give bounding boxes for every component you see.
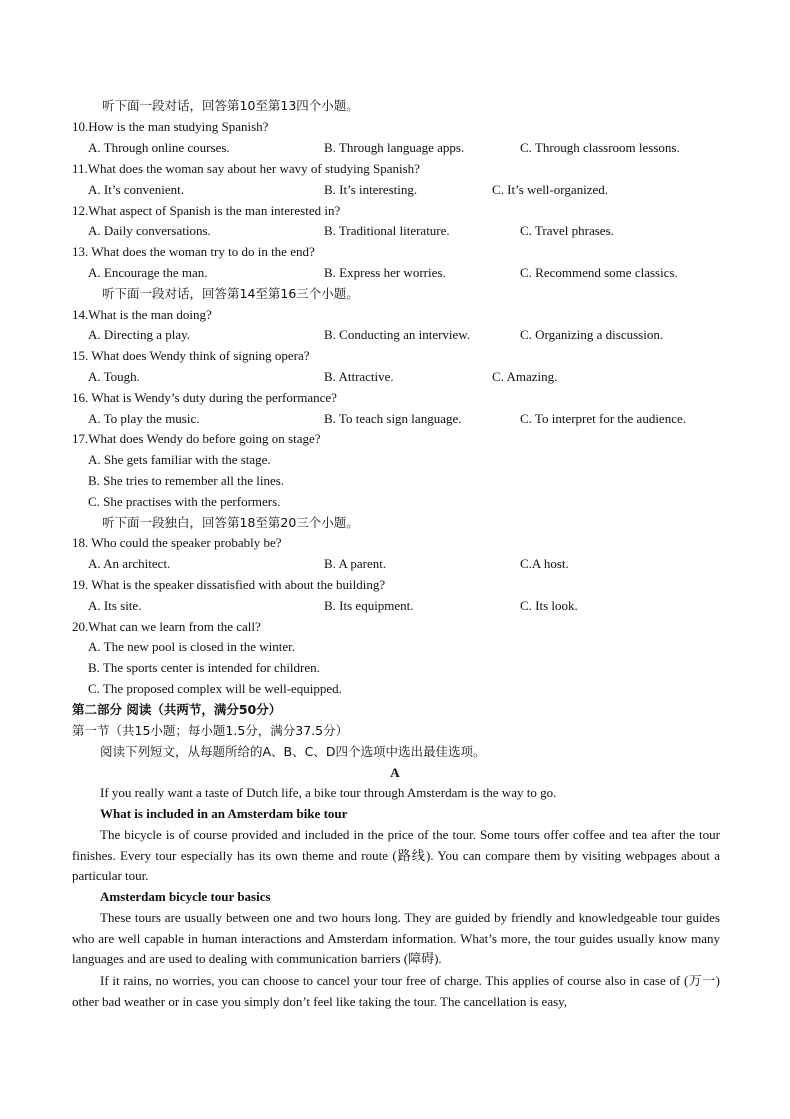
- paragraph-1: If you really want a taste of Dutch life, a bike tour through Amsterdam is the way to go.: [100, 785, 557, 800]
- question-19: 19. What is the speaker dissatisfied with about the building?: [72, 577, 386, 592]
- heading-basics: Amsterdam bicycle tour basics: [100, 889, 271, 904]
- paragraph-2: The bicycle is of course provided and included in the price of the tour. Some tours offer coffee and tea after the tour finishes. Every tour especially has its own theme and route (路线). You can compare them by visiting webpages about a particular tour.: [72, 827, 720, 884]
- option-a: A. An architect.: [88, 556, 171, 571]
- option-a: A. She gets familiar with the stage.: [88, 452, 271, 467]
- question-15: 15. What does Wendy think of signing opera?: [72, 348, 310, 363]
- option-b: B. Express her worries.: [324, 265, 446, 280]
- question-20: 20.What can we learn from the call?: [72, 619, 261, 634]
- option-a: A. To play the music.: [88, 411, 200, 426]
- option-b: B. It’s interesting.: [324, 182, 418, 197]
- option-c: C. Through classroom lessons.: [520, 140, 680, 155]
- question-16: 16. What is Wendy’s duty during the performance?: [72, 390, 337, 405]
- option-b: B. Traditional literature.: [324, 223, 450, 238]
- paragraph-4: If it rains, no worries, you can choose to cancel your tour free of charge. This applies of course also in case of (万一) other bad weather or in case you simply don’t feel like taking the tour. The cancellation is easy,: [72, 973, 720, 1009]
- paragraph-3: These tours are usually between one and two hours long. They are guided by friendly and knowledgeable tour guides who are well capable in human interactions and Amsterdam information. What’s more, the tour guides usually know many languages and are used to dealing with communication barriers (障碍).: [72, 910, 720, 967]
- question-13: 13. What does the woman try to do in the end?: [72, 244, 315, 259]
- section-title: 第一节（共15小题；每小题1.5分，满分37.5分）: [72, 723, 349, 738]
- question-11: 11.What does the woman say about her wavy of studying Spanish?: [72, 161, 420, 176]
- question-18: 18. Who could the speaker probably be?: [72, 535, 282, 550]
- options-10: [0, 139, 790, 157]
- options-14: [0, 326, 790, 344]
- option-a: A. Its site.: [88, 598, 142, 613]
- reading-instruction: 阅读下列短文，从每题所给的A、B、C、D四个选项中选出最佳选项。: [100, 744, 486, 759]
- options-11: [0, 181, 790, 199]
- question-14: 14.What is the man doing?: [72, 307, 212, 322]
- option-a: A. Daily conversations.: [88, 223, 211, 238]
- options-18: [0, 555, 790, 573]
- option-b: B. She tries to remember all the lines.: [88, 473, 285, 488]
- options-16: [0, 410, 790, 428]
- option-c: C. The proposed complex will be well-equipped.: [88, 681, 342, 696]
- question-10: 10.How is the man studying Spanish?: [72, 119, 269, 134]
- options-13: [0, 264, 790, 282]
- option-c: C. She practises with the performers.: [88, 494, 281, 509]
- option-c: C. Travel phrases.: [520, 223, 614, 238]
- option-b: B. Through language apps.: [324, 140, 465, 155]
- option-b: B. To teach sign language.: [324, 411, 462, 426]
- part-title: 第二部分 阅读（共两节，满分50分）: [72, 702, 282, 717]
- option-c: C. To interpret for the audience.: [520, 411, 686, 426]
- options-15: [0, 368, 790, 386]
- option-c: C. Organizing a discussion.: [520, 327, 664, 342]
- instruction-10-13: 听下面一段对话，回答第10至第13四个小题。: [102, 98, 359, 113]
- option-c: C. Its look.: [520, 598, 578, 613]
- option-c: C. Amazing.: [492, 369, 558, 384]
- options-19: [0, 597, 790, 615]
- option-a: A. Encourage the man.: [88, 265, 208, 280]
- passage-label: A: [390, 765, 400, 780]
- option-a: A. The new pool is closed in the winter.: [88, 639, 296, 654]
- option-a: A. Through online courses.: [88, 140, 230, 155]
- option-c: C. It’s well-organized.: [492, 182, 609, 197]
- options-12: [0, 222, 790, 240]
- option-b: B. The sports center is intended for children.: [88, 660, 320, 675]
- option-a: A. Directing a play.: [88, 327, 191, 342]
- heading-included: What is included in an Amsterdam bike tour: [100, 806, 348, 821]
- question-12: 12.What aspect of Spanish is the man interested in?: [72, 203, 341, 218]
- option-b: B. Its equipment.: [324, 598, 414, 613]
- option-b: B. A parent.: [324, 556, 387, 571]
- option-a: A. It’s convenient.: [88, 182, 185, 197]
- instruction-18-20: 听下面一段独白，回答第18至第20三个小题。: [102, 515, 359, 530]
- option-c: C. Recommend some classics.: [520, 265, 678, 280]
- option-b: B. Conducting an interview.: [324, 327, 471, 342]
- instruction-14-16: 听下面一段对话，回答第14至第16三个小题。: [102, 286, 359, 301]
- option-c: C.A host.: [520, 556, 569, 571]
- question-17: 17.What does Wendy do before going on stage?: [72, 431, 321, 446]
- option-b: B. Attractive.: [324, 369, 394, 384]
- option-a: A. Tough.: [88, 369, 140, 384]
